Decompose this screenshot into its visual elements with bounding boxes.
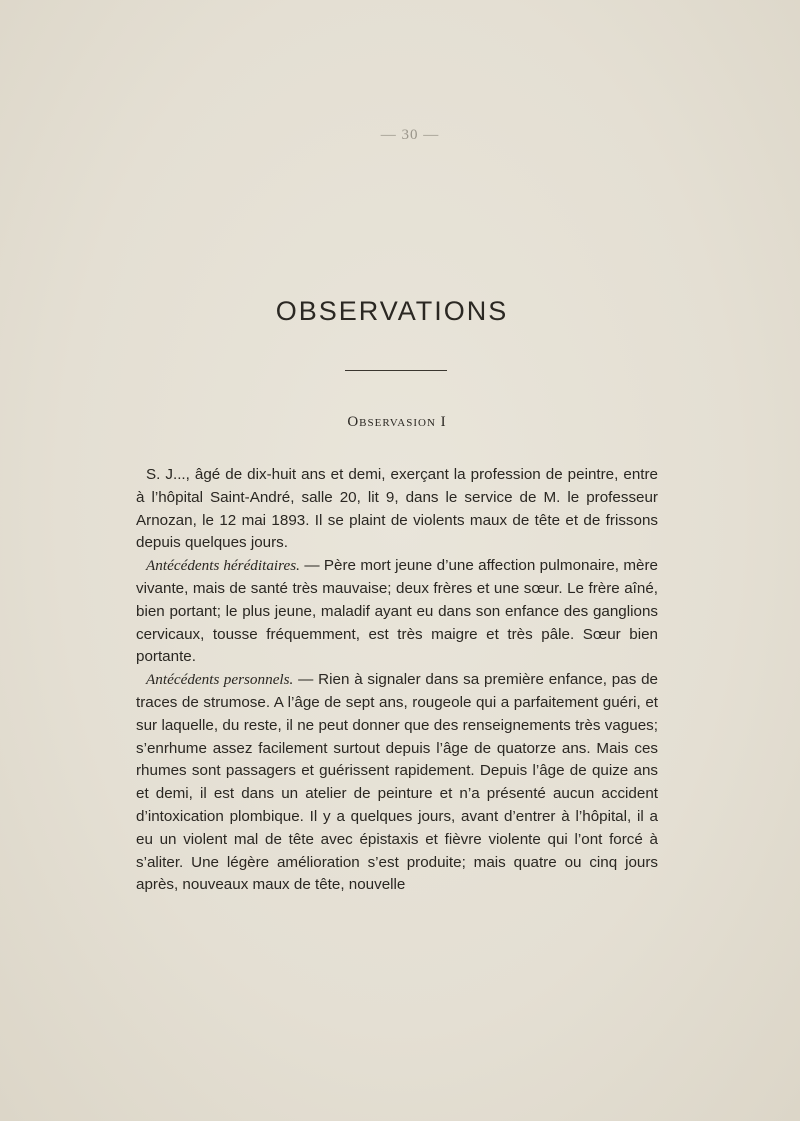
paragraph-lead: Antécédents personnels. xyxy=(146,671,294,689)
paragraph-intro xyxy=(136,464,658,555)
paragraph-text: — Père mort jeune d’une affection pulmonaire, mère vivante, mais de santé très mauvaise; deux frères et une sœur. Le frère aîné, bien portant; le plus jeune, maladif ayant eu dans son enfance des ganglions cervicaux, tousse fréquemment, est très maigre et très pâle. Sœur bien portante. xyxy=(136,557,658,666)
paragraph-text: S. J..., âgé de dix-huit ans et demi, exerçant la profession de peintre, entre à l’hôpital Saint-André, salle 20, lit 9, dans le service de M. le professeur Arnozan, le 12 mai 1893. Il se plaint de violents maux de tête et de frissons depuis quelques jours. xyxy=(136,466,658,552)
body-text xyxy=(136,464,658,897)
section-heading: Observasion I xyxy=(347,414,447,430)
title-underline-rule xyxy=(345,370,447,371)
paragraph-lead: Antécédents héréditaires. xyxy=(146,557,300,575)
page-number: — 30 — xyxy=(380,127,440,143)
paragraph-text: — Rien à signaler dans sa première enfance, pas de traces de strumose. A l’âge de sept ans, rougeole qui a parfaitement guéri, et sur laquelle, du reste, il ne peut donner que des renseignements très vagues; s’enrhume assez facilement surtout depuis l’âge de quatorze ans. Mais ces rhumes sont passagers et guérissent rapidement. Depuis l’âge de quize ans et demi, il est dans un atelier de peinture et n’a présenté aucun accident d’intoxication plombique. Il y a quelques jours, avant d’entrer à l’hôpital, il a eu un violent mal de tête avec épistaxis et fièvre violente qui l’ont forcé à s’aliter. Une légère amélioration s’est produite; mais quatre ou cinq jours après, nouveaux maux de tête, nouvelle xyxy=(136,671,658,894)
document-title: OBSERVATIONS xyxy=(275,296,509,326)
paragraph-personal xyxy=(136,669,658,897)
paragraph-hereditary xyxy=(136,555,658,669)
